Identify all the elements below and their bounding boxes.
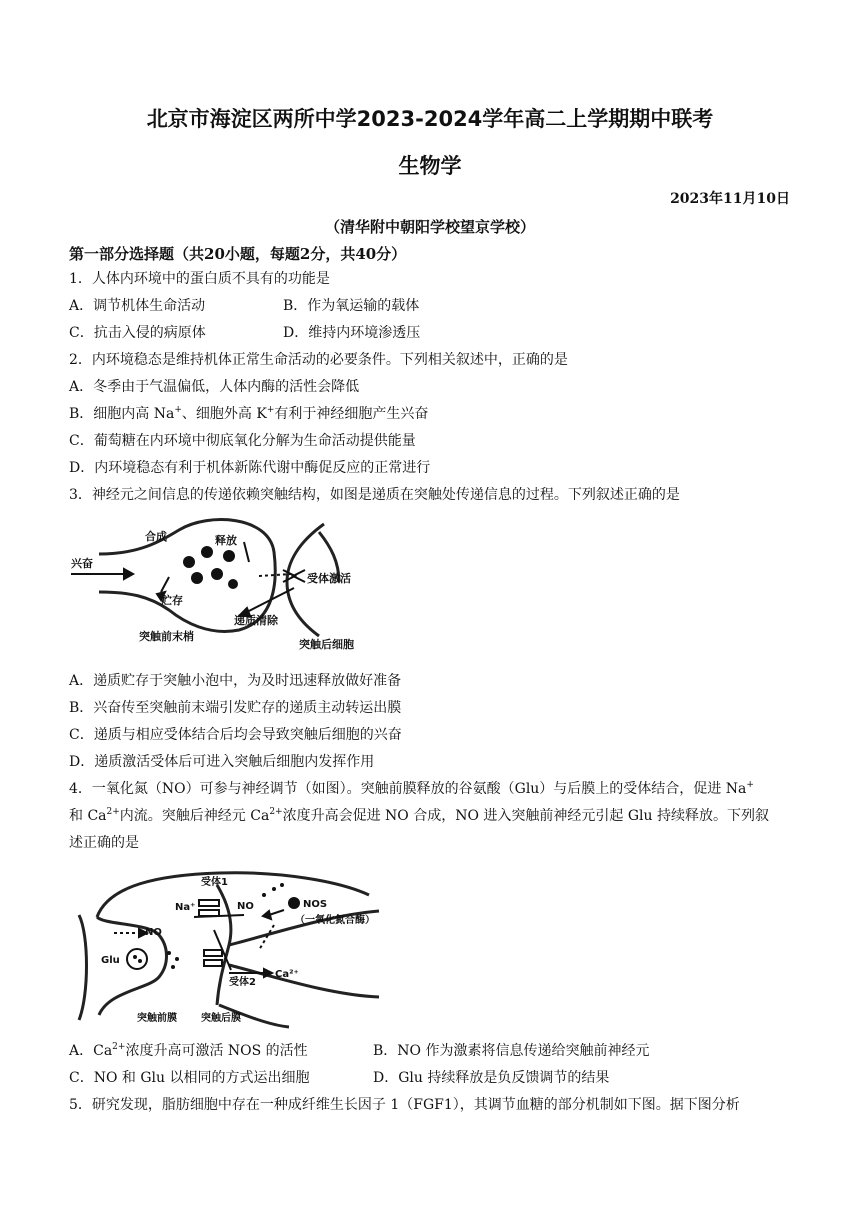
glu-vesicle-icon [127,949,147,969]
nos-icon [288,897,300,909]
q4-line2-sup1: 2+ [106,807,120,817]
school-names: （清华附中朝阳学校望京学校） [324,218,535,236]
q2-option-b-part2: 、细胞外高 K [181,406,267,422]
q2-option-d: D．内环境稳态有利于机体新陈代谢中酶促反应的正常进行 [69,460,431,476]
subject-title: 生物学 [398,154,462,178]
label-clearance: 递质清除 [234,614,278,627]
receptor-2-icon [204,950,222,966]
label-nos-name: （一氧化氮合酶） [295,915,375,926]
label-no-pre: NO [145,927,162,938]
label-receptor-activate: 受体激活 [307,572,351,585]
q2-option-b-part3: 有利于神经细胞产生兴奋 [274,406,429,422]
q1-option-c: C．抗击入侵的病原体 [69,325,206,341]
label-postsynaptic-cell: 突触后细胞 [299,638,354,651]
exam-title: 北京市海淀区两所中学2023-2024学年高二上学期期中联考 [146,107,714,131]
label-synthesis: 合成 [145,530,167,543]
q1-option-b: B．作为氧运输的载体 [283,298,420,314]
label-ca: Ca²⁺ [275,969,299,980]
q4-option-c: C．NO 和 Glu 以相同的方式运出细胞 [69,1070,310,1086]
question-2-stem: 2．内环境稳态是维持机体正常生命活动的必要条件。下列相关叙述中，正确的是 [69,352,568,368]
question-1-stem: 1．人体内环境中的蛋白质不具有的功能是 [69,271,330,287]
label-no-post: NO [237,901,254,912]
label-presynaptic-terminal: 突触前末梢 [139,630,194,643]
q3-option-d: D．递质激活受体后可进入突触后细胞内发挥作用 [69,754,375,770]
q4-line1-sup: + [746,780,754,790]
label-storage: 贮存 [161,594,183,607]
q4-option-d: D．Glu 持续释放是负反馈调节的结果 [373,1070,610,1086]
section-heading: 第一部分选择题（共20小题，每题2分，共40分） [69,245,407,263]
q3-option-b: B．兴奋传至突触前末端引发贮存的递质主动转运出膜 [69,700,402,716]
label-release: 释放 [215,534,237,547]
q4-option-a-part2: 浓度升高可激活 NOS 的活性 [125,1043,308,1059]
q4-line2-b: 内流。突触后神经元 Ca [119,808,270,824]
q2-option-b-sup2: + [266,405,275,415]
question-4-line-2 [69,806,769,826]
q4-line2-c: 浓度升高会促进 NO 合成，NO 进入突触前神经元引起 Glu 持续释放。下列叙 [282,808,769,824]
q3-option-c: C．递质与相应受体结合后均会导致突触后细胞的兴奋 [69,727,402,743]
question-3-stem: 3．神经元之间信息的传递依赖突触结构，如图是递质在突触处传递信息的过程。下列叙述正确的是 [69,487,680,503]
q4-option-a [69,1041,308,1061]
q4-option-b: B．NO 作为激素将信息传递给突触前神经元 [373,1043,650,1059]
label-na: Na⁺ [175,902,196,913]
label-glu: Glu [101,955,120,966]
label-receptor-2: 受体2 [229,977,256,988]
exam-date: 2023年11月10日 [670,191,790,207]
vesicles [183,546,238,589]
q4-option-a-part1: A．Ca [69,1043,113,1059]
q4-line2-a: 和 Ca [69,808,107,824]
question-4-line-3: 述正确的是 [69,835,139,851]
label-presynaptic-membrane: 突触前膜 [137,1013,177,1024]
q2-option-b-part1: B．细胞内高 Na [69,406,175,422]
label-receptor-1: 受体1 [201,877,228,888]
label-postsynaptic-membrane: 突触后膜 [201,1013,241,1024]
q3-option-a: A．递质贮存于突触小泡中，为及时迅速释放做好准备 [69,673,402,689]
q4-line1-text: 4．一氧化氮（NO）可参与神经调节（如图）。突触前膜释放的谷氨酸（Glu）与后膜上的受体结合，促进 Na [69,781,747,797]
synapse-diagram [69,512,379,657]
label-nos: NOS [303,899,328,910]
q1-option-a: A．调节机体生命活动 [69,298,206,314]
q4-option-a-sup: 2+ [112,1042,126,1052]
no-signaling-diagram [69,855,399,1030]
label-excite: 兴奋 [71,557,93,570]
q4-line2-sup2: 2+ [269,807,283,817]
q2-option-b-sup1: + [174,405,182,415]
q2-option-a: A．冬季由于气温偏低，人体内酶的活性会降低 [69,379,360,395]
receptor-1-icon [199,900,219,916]
q2-option-b [69,404,428,424]
q2-option-c: C．葡萄糖在内环境中彻底氧化分解为生命活动提供能量 [69,433,416,449]
question-4-line-1 [69,779,754,799]
question-5-stem: 5．研究发现，脂肪细胞中存在一种成纤维生长因子 1（FGF1），其调节血糖的部分机制如下图。据下图分析 [69,1097,740,1113]
q1-option-d: D．维持内环境渗透压 [283,325,421,341]
